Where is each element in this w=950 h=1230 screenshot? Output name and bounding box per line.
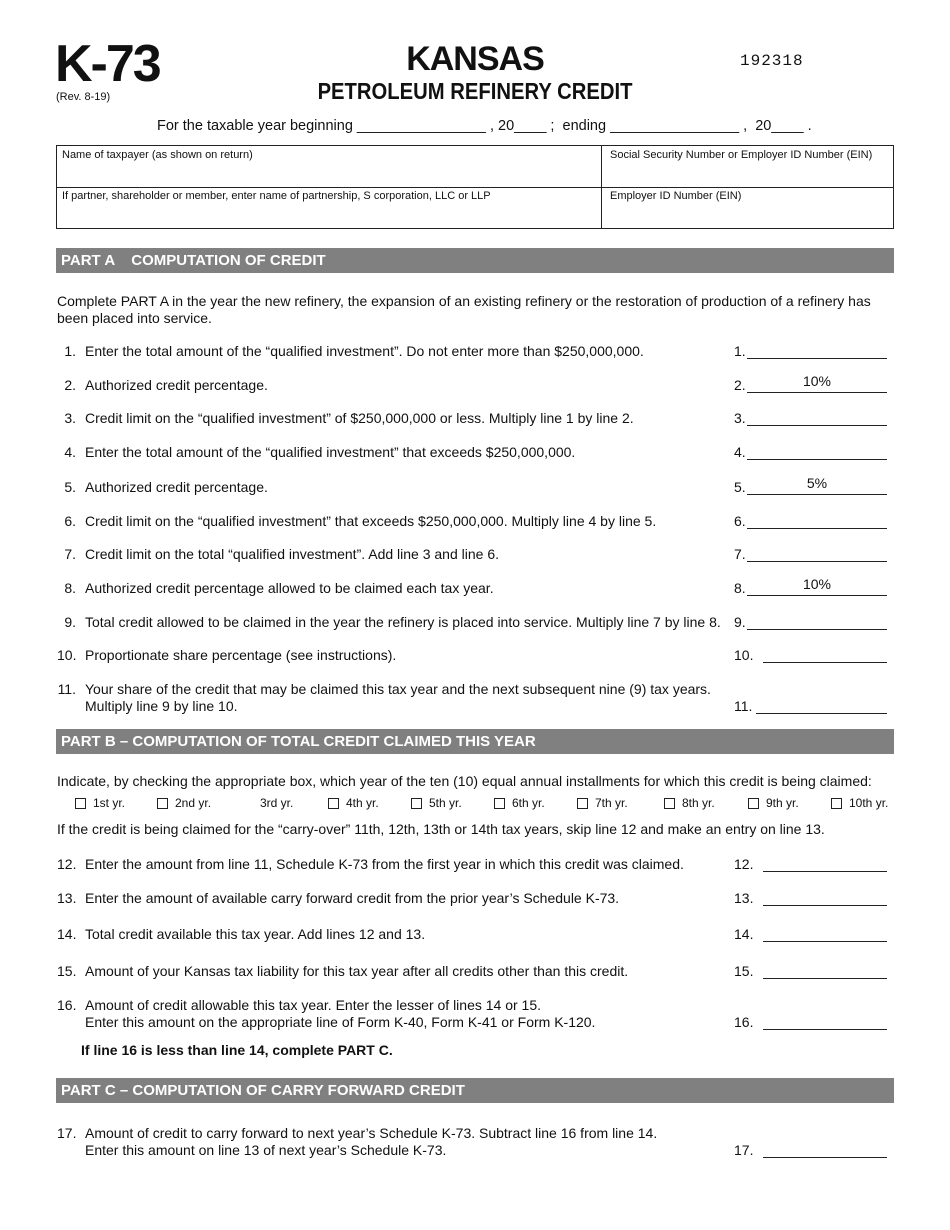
- line-4-input[interactable]: [747, 444, 887, 460]
- line-number: 16.: [57, 997, 77, 1013]
- line-ref: 6.: [734, 513, 746, 529]
- checkbox-icon: [494, 798, 505, 809]
- line-text: Authorized credit percentage allowed to be claimed each tax year.: [85, 580, 494, 596]
- line-ref: 11.: [734, 698, 753, 714]
- part-a-intro: Complete PART A in the year the new refinery, the expansion of an existing refinery or the restoration of production of a refinery has been placed into service.: [57, 293, 871, 326]
- line-ref: 9.: [734, 614, 746, 630]
- line-text: Enter the amount of available carry forward credit from the prior year’s Schedule K-73.: [85, 890, 620, 906]
- checkbox-icon: [157, 798, 168, 809]
- line-2-input[interactable]: 10%: [747, 377, 887, 393]
- line-1-input[interactable]: [747, 343, 887, 359]
- line-text: Enter the amount from line 11, Schedule K-73 from the first year in which this credit was claimed.: [85, 856, 684, 872]
- checkbox-1st-yr[interactable]: 1st yr.: [75, 796, 125, 810]
- checkbox-icon: [664, 798, 675, 809]
- line-number: 11.: [57, 681, 76, 697]
- line-number: 6.: [64, 513, 76, 529]
- revision-date: (Rev. 8-19): [56, 91, 111, 103]
- line-text: Credit limit on the total “qualified investment”. Add line 3 and line 6.: [85, 546, 500, 562]
- part-c-note: If line 16 is less than line 14, complete PART C.: [81, 1042, 393, 1058]
- ein-field[interactable]: Employer ID Number (EIN): [610, 190, 742, 202]
- line-text: Amount of credit to carry forward to next year’s Schedule K-73. Subtract line 16 from line 14.: [85, 1125, 658, 1141]
- line-number: 5.: [64, 479, 76, 495]
- carryover-note: If the credit is being claimed for the “carry-over” 11th, 12th, 13th or 14th tax years, skip line 12 and make an entry on line 13.: [57, 821, 825, 837]
- checkbox-2nd-yr[interactable]: 2nd yr.: [157, 796, 211, 810]
- checkbox-6th-yr[interactable]: 6th yr.: [494, 796, 545, 810]
- line-number: 10.: [57, 647, 77, 663]
- line-ref: 14.: [734, 926, 754, 942]
- line-14-input[interactable]: [763, 926, 887, 942]
- line-text: Total credit available this tax year. Add lines 12 and 13.: [85, 926, 426, 942]
- checkbox-icon: [577, 798, 588, 809]
- line-number: 2.: [64, 377, 76, 393]
- line-ref: 5.: [734, 479, 746, 495]
- line-12-input[interactable]: [763, 856, 887, 872]
- checkbox-icon: [75, 798, 86, 809]
- taxpayer-identification-box: [56, 145, 894, 229]
- line-text: Credit limit on the “qualified investment” of $250,000,000 or less. Multiply line 1 by line 2.: [85, 410, 634, 426]
- line-number: 3.: [64, 410, 76, 426]
- line-ref: 7.: [734, 546, 746, 562]
- line-text-continued: Multiply line 9 by line 10.: [85, 698, 238, 714]
- checkbox-9th-yr[interactable]: 9th yr.: [748, 796, 799, 810]
- line-text: Authorized credit percentage.: [85, 377, 268, 393]
- part-b-heading: PART B – COMPUTATION OF TOTAL CREDIT CLAIMED THIS YEAR: [56, 729, 894, 754]
- line-17-input[interactable]: [763, 1142, 887, 1158]
- line-number: 7.: [64, 546, 76, 562]
- line-10-input[interactable]: [763, 647, 887, 663]
- ssn-ein-field[interactable]: Social Security Number or Employer ID Number (EIN): [610, 149, 873, 161]
- line-6-input[interactable]: [747, 513, 887, 529]
- line-ref: 2.: [734, 377, 746, 393]
- installment-year-checkboxes: [75, 796, 905, 814]
- line-15-input[interactable]: [763, 963, 887, 979]
- line-text: Total credit allowed to be claimed in the year the refinery is placed into service. Multiply line 7 by line 8.: [85, 614, 721, 630]
- part-a-heading: PART A COMPUTATION OF CREDIT: [56, 248, 894, 273]
- line-ref: 10.: [734, 647, 754, 663]
- line-text: Amount of credit allowable this tax year. Enter the lesser of lines 14 or 15.: [85, 997, 542, 1013]
- checkbox-10th-yr[interactable]: 10th yr.: [831, 796, 888, 810]
- state-name: KANSAS: [406, 40, 544, 78]
- line-7-input[interactable]: [747, 546, 887, 562]
- checkbox-5th-yr[interactable]: 5th yr.: [411, 796, 462, 810]
- line-number: 12.: [57, 856, 77, 872]
- line-text: Amount of your Kansas tax liability for this tax year after all credits other than this credit.: [85, 963, 629, 979]
- line-text-continued: Enter this amount on line 13 of next year’s Schedule K-73.: [85, 1142, 447, 1158]
- label-3rd-yr[interactable]: 3rd yr.: [260, 796, 294, 810]
- document-number: 192318: [740, 52, 804, 70]
- line-ref: 17.: [734, 1142, 754, 1158]
- form-id: K-73: [55, 35, 160, 93]
- line-ref: 16.: [734, 1014, 754, 1030]
- part-c-heading: PART C – COMPUTATION OF CARRY FORWARD CREDIT: [56, 1078, 894, 1103]
- partnership-name-field[interactable]: If partner, shareholder or member, enter name of partnership, S corporation, LLC or LLP: [62, 190, 491, 202]
- line-text: Enter the total amount of the “qualified investment” that exceeds $250,000,000.: [85, 444, 576, 460]
- checkbox-icon: [748, 798, 759, 809]
- line-ref: 3.: [734, 410, 746, 426]
- line-number: 1.: [64, 343, 76, 359]
- form-title: PETROLEUM REFINERY CREDIT: [317, 78, 633, 104]
- line-11-input[interactable]: [756, 698, 887, 714]
- line-ref: 12.: [734, 856, 754, 872]
- line-ref: 15.: [734, 963, 754, 979]
- line-number: 17.: [57, 1125, 77, 1141]
- checkbox-icon: [411, 798, 422, 809]
- line-9-input[interactable]: [747, 614, 887, 630]
- checkbox-8th-yr[interactable]: 8th yr.: [664, 796, 715, 810]
- line-8-input[interactable]: 10%: [747, 580, 887, 596]
- line-3-input[interactable]: [747, 410, 887, 426]
- line-number: 9.: [64, 614, 76, 630]
- line-17: [57, 1125, 895, 1159]
- line-text-continued: Enter this amount on the appropriate line of Form K-40, Form K-41 or Form K-120.: [85, 1014, 596, 1030]
- taxpayer-name-field[interactable]: Name of taxpayer (as shown on return): [62, 149, 253, 161]
- line-ref: 8.: [734, 580, 746, 596]
- checkbox-4th-yr[interactable]: 4th yr.: [328, 796, 379, 810]
- line-number: 4.: [64, 444, 76, 460]
- line-number: 15.: [57, 963, 77, 979]
- line-text: Authorized credit percentage.: [85, 479, 268, 495]
- line-16: [57, 997, 895, 1031]
- line-5-input[interactable]: 5%: [747, 479, 887, 495]
- line-text: Proportionate share percentage (see instructions).: [85, 647, 397, 663]
- line-ref: 13.: [734, 890, 754, 906]
- line-13-input[interactable]: [763, 890, 887, 906]
- line-text: Enter the total amount of the “qualified investment”. Do not enter more than $250,000,000.: [85, 343, 644, 359]
- checkbox-icon: [831, 798, 842, 809]
- line-ref: 4.: [734, 444, 746, 460]
- taxable-year-line[interactable]: For the taxable year beginning ________________ , 20____ ; ending ________________ , 20____ .: [157, 118, 812, 134]
- line-number: 14.: [57, 926, 77, 942]
- checkbox-7th-yr[interactable]: 7th yr.: [577, 796, 628, 810]
- line-number: 13.: [57, 890, 77, 906]
- part-b-instruction: Indicate, by checking the appropriate box, which year of the ten (10) equal annual installments for which this credit is being claimed:: [57, 773, 872, 789]
- checkbox-icon: [328, 798, 339, 809]
- line-text: Your share of the credit that may be claimed this tax year and the next subsequent nine (9) tax years.: [85, 681, 711, 697]
- box-divider-horizontal: [57, 187, 893, 188]
- line-16-input[interactable]: [763, 1014, 887, 1030]
- line-11: [57, 681, 895, 715]
- line-text: Credit limit on the “qualified investment” that exceeds $250,000,000. Multiply line 4 by line 5.: [85, 513, 657, 529]
- line-number: 8.: [64, 580, 76, 596]
- line-ref: 1.: [734, 343, 746, 359]
